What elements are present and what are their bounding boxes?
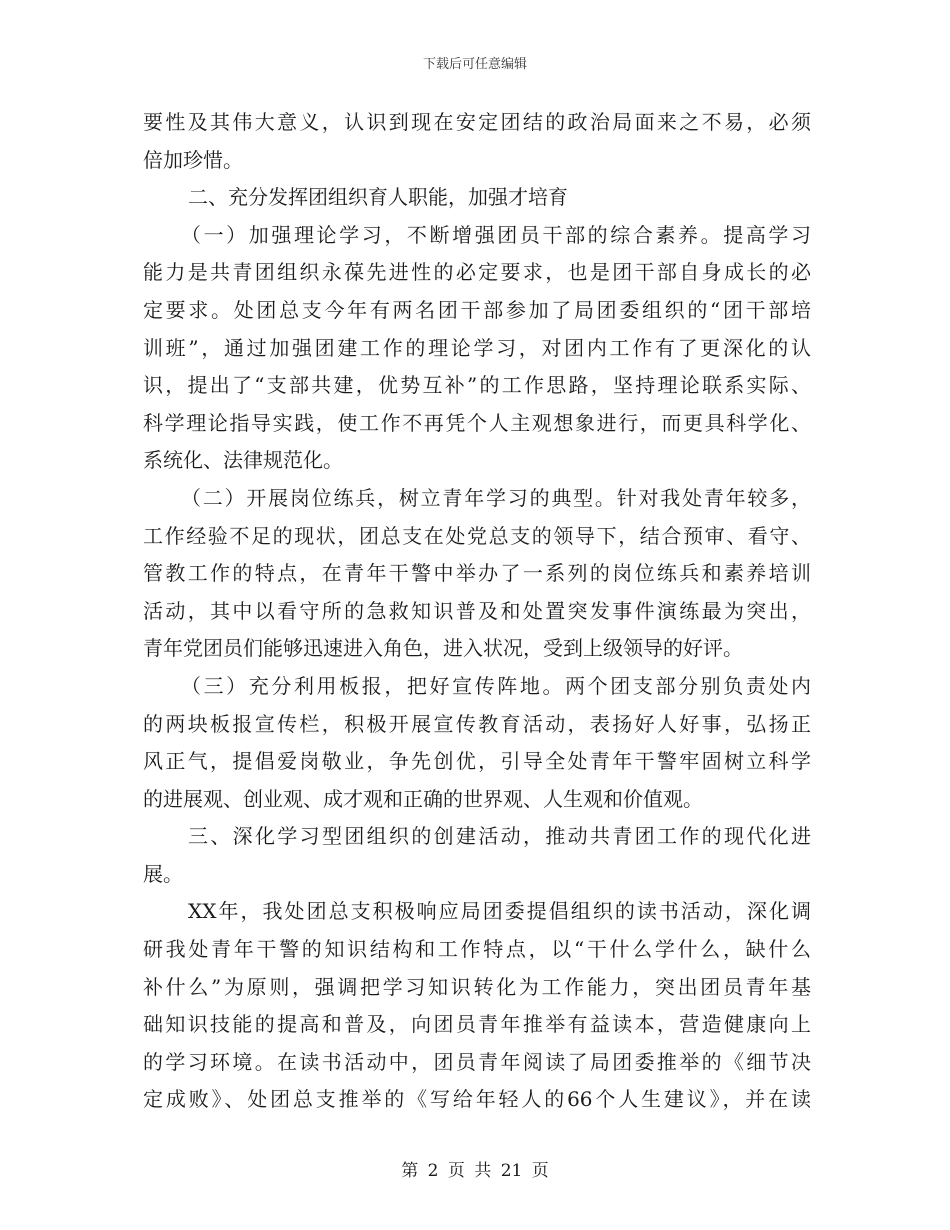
text-line: 要性及其伟大意义，认识到现在安定团结的政治局面来之不易，必须 — [143, 110, 811, 134]
text-line: 础知识技能的提高和普及，向团员青年推举有益读本，营造健康向上 — [143, 1012, 811, 1037]
text-line: 的学习环境。在读书活动中，团员青年阅读了局团委推举的《细节决 — [143, 1049, 811, 1074]
text-line: 工作经验不足的现状，团总支在处党总支的领导下，结合预审、看守、 — [143, 523, 811, 548]
header-note: 下载后可任意编辑 — [422, 57, 527, 72]
text-line: 定成败》、处团总支推举的《写给年轻人的66个人生建议》，并在读 — [143, 1087, 811, 1112]
text-line: 风正气，提倡爱岗敬业，争先创优，引导全处青年干警牢固树立科学 — [143, 749, 811, 774]
body-text — [143, 104, 811, 1119]
text-line: 倍加珍惜。 — [143, 147, 243, 172]
section-heading: 三、深化学习型团组织的创建活动，推动共青团工作的现代化进 — [188, 824, 811, 849]
text-line: （一）加强理论学习，不断增强团员干部的综合素养。提高学习 — [181, 222, 811, 247]
text-line: XX年，我处团总支积极响应局团委提倡组织的读书活动，深化调 — [188, 899, 811, 924]
text-line: 活动，其中以看守所的急救知识普及和处置突发事件演练最为突出， — [143, 598, 811, 623]
text-line: 的进展观、创业观、成才观和正确的世界观、人生观和价值观。 — [143, 786, 703, 811]
text-line: 能力是共青团组织永葆先进性的必定要求，也是团干部自身成长的必 — [143, 260, 811, 285]
text-line: 的两块板报宣传栏，积极开展宣传教育活动，表扬好人好事，弘扬正 — [143, 711, 811, 736]
text-line: （二）开展岗位练兵，树立青年学习的典型。针对我处青年较多， — [181, 485, 811, 510]
text-line: 定要求。处团总支今年有两名团干部参加了局团委组织的“团干部培 — [143, 297, 811, 322]
section-heading: 展。 — [143, 861, 183, 886]
text-line: 识，提出了“支部共建，优势互补”的工作思路，坚持理论联系实际、 — [143, 373, 811, 398]
text-line: 科学理论指导实践，使工作不再凭个人主观想象进行，而更具科学化、 — [143, 410, 811, 435]
page-number: 第 2 页 共 21 页 — [401, 1161, 549, 1181]
text-line: 训班”，通过加强团建工作的理论学习，对团内工作有了更深化的认 — [143, 335, 811, 360]
text-line: 管教工作的特点，在青年干警中举办了一系列的岗位练兵和素养培训 — [143, 561, 811, 586]
text-line: 青年党团员们能够迅速进入角色，进入状况，受到上级领导的好评。 — [143, 636, 743, 661]
text-line: 系统化、法律规范化。 — [143, 448, 343, 473]
text-line: 补什么”为原则，强调把学习知识转化为工作能力，突出团员青年基 — [143, 974, 811, 999]
text-line: （三）充分利用板报，把好宣传阵地。两个团支部分别负责处内 — [181, 673, 811, 698]
text-line: 研我处青年干警的知识结构和工作特点，以“干什么学什么，缺什么 — [143, 937, 811, 962]
section-heading: 二、充分发挥团组织育人职能，加强才培育 — [188, 185, 568, 210]
